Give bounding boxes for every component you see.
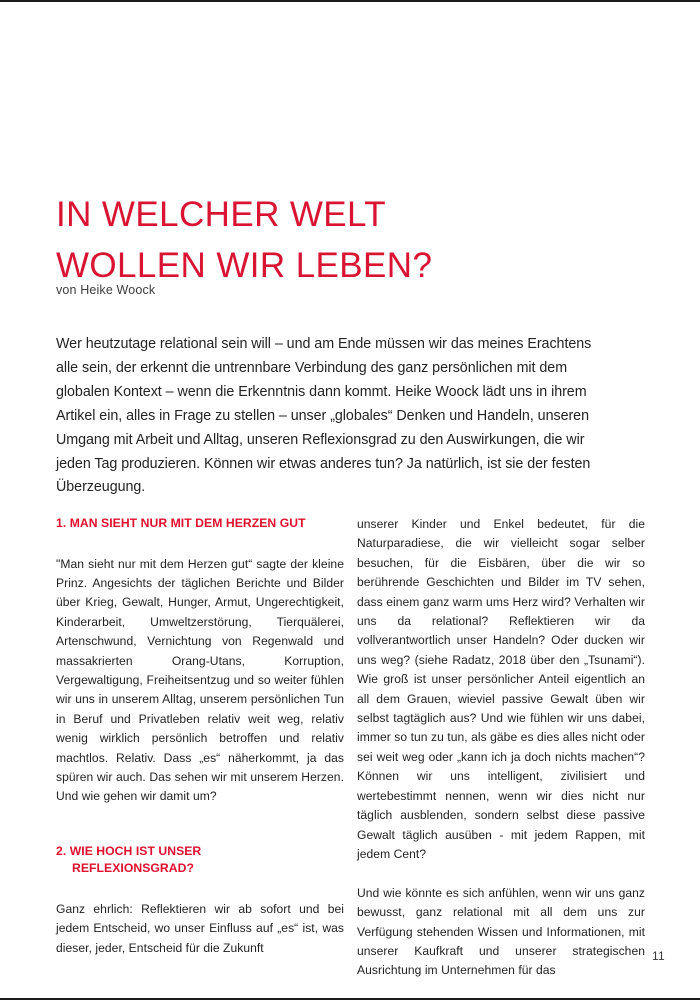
body-column-left <box>56 515 344 958</box>
section-heading-2-line-2: REFLEXIONSGRAD? <box>72 861 194 876</box>
section-heading-2-line-1: 2. WIE HOCH IST UNSER <box>56 843 202 858</box>
right-column-paragraph-1: unserer Kinder und Enkel bedeutet, für die Naturparadiese, die wir vielleicht sogar selber besuchen, für die Eisbären, über die wir so berührende Geschichten und Bilder im TV sehen, dass einem ganz warm ums Herz wird? Verhalten wir uns da relational? Reflektieren wir da vollverantwortlich unser Handeln? Oder ducken wir uns weg? (siehe Radatz, 2018 über den „Tsunami“). Wie groß ist unser persönlicher Anteil eigentlich an all dem Grauen, wieviel passive Gewalt üben wir selbst tagtäglich aus? Und wie fühlen wir uns dabei, immer so tun zu tun, als gäbe es dies alles nicht oder sei weit weg oder „kann ich ja doch nichts machen“? Können wir uns intelligent, zivilisiert und wertebestimmt nennen, wenn wir dies nicht nur täglich ausblenden, sondern selbst diese passive Gewalt täglich ausüben - mit jedem Rappen, mit jedem Cent? <box>357 517 645 861</box>
section-heading-2 <box>56 843 344 878</box>
body-column-right <box>357 515 645 981</box>
section-1-paragraph: "Man sieht nur mit dem Herzen gut“ sagte der kleine Prinz. Angesichts der täglichen Berichte und Bilder über Krieg, Gewalt, Hunger, Armut, Ungerechtigkeit, Kinderarbeit, Umweltzerstörung, Tierquälerei, Artenschwund, Vernichtung von Regenwald und massakrierten Orang-Utans, Korruption, Vergewaltigung, Freiheitsentzug und so weiter fühlen wir uns in unserem Alltag, unserem persönlichen Tun in Beruf und Privatleben relativ weit weg, relativ wenig wirklich persönlich betroffen und relativ machtlos. Relativ. Dass „es“ näherkommt, ja das spüren wir auch. Das sehen wir mit unserem Herzen. Und wie gehen wir damit um? <box>56 556 344 804</box>
spacer <box>56 533 344 555</box>
page-content-area <box>0 2 700 1002</box>
section-heading-1: 1. MAN SIEHT NUR MIT DEM HERZEN GUT <box>56 516 306 530</box>
spacer <box>56 878 344 900</box>
author-byline: von Heike Woock <box>56 283 156 297</box>
lead-paragraph: Wer heutzutage relational sein will – und am Ende müssen wir das meines Erachtens alle sein, der erkennt die untrennbare Verbindung des ganz persönlichen mit dem globalen Kontext – wenn die Erkenntnis dann kommt. Heike Woock lädt uns in ihrem Artikel ein, alles in Frage zu stellen – unser „globales“ Denken und Handeln, unseren Umgang mit Arbeit und Alltag, unseren Reflexionsgrad zu den Auswirkungen, die wir jeden Tag produzieren. Können wir etwas anderes tun? Ja natürlich, ist sie der festen Überzeugung. <box>56 336 592 496</box>
page-title-line-2: WOLLEN WIR LEBEN? <box>56 246 433 286</box>
page-title <box>56 189 636 291</box>
section-2-paragraph: Ganz ehrlich: Reflektieren wir ab sofort und bei jedem Entscheid, wo unser Einfluss auf „es“ ist, was dieser, jeder, Entscheid für die Zukunft <box>56 901 344 955</box>
right-column-paragraph-2: Und wie könnte es sich anfühlen, wenn wir uns ganz bewusst, ganz relational mit all dem uns zur Verfügung stehenden Wissen und Informationen, mit unserer Kaufkraft und unserer strategischen Ausrichtung im Unternehmen für das <box>357 885 645 978</box>
page-title-line-1: IN WELCHER WELT <box>56 195 387 235</box>
spacer <box>56 807 344 843</box>
page-number: 11 <box>652 949 665 963</box>
